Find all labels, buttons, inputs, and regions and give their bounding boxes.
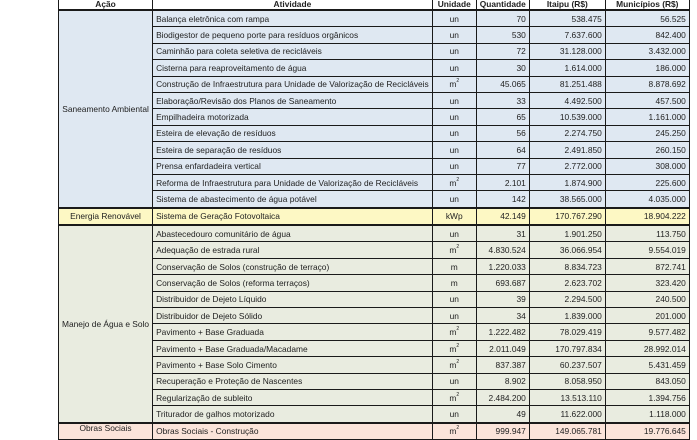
itaipu-value-cell: 149.065.781 <box>529 423 605 440</box>
unit-cell: m <box>432 275 476 291</box>
unit-cell: kWp <box>432 208 476 225</box>
unit-cell: $m^2$ <box>432 357 476 373</box>
unit-cell: un <box>432 191 476 208</box>
itaipu-value-cell: 8.058.950 <box>529 373 605 389</box>
header-row <box>59 0 690 10</box>
unit-cell: $m^2$ <box>432 242 476 258</box>
municipios-value-cell: 4.035.000 <box>605 191 689 208</box>
table-row <box>59 340 690 356</box>
quantity-cell: 1.220.033 <box>476 258 529 274</box>
table-row <box>59 92 690 108</box>
activity-cell: Adequação de estrada rural <box>153 242 433 258</box>
quantity-cell: 33 <box>476 92 529 108</box>
municipios-value-cell: 1.394.756 <box>605 389 689 405</box>
unit-cell: un <box>432 125 476 141</box>
quantity-cell: 56 <box>476 125 529 141</box>
quantity-cell: 72 <box>476 43 529 59</box>
table-row <box>59 275 690 291</box>
activity-cell: Pavimento + Base Solo Cimento <box>153 357 433 373</box>
municipios-value-cell: 201.000 <box>605 308 689 324</box>
table-row <box>59 357 690 373</box>
municipios-value-cell: 842.400 <box>605 27 689 43</box>
quantity-cell: 77 <box>476 158 529 174</box>
municipios-value-cell: 56.525 <box>605 10 689 27</box>
activity-cell: Esteira de elevação de resíduos <box>153 125 433 141</box>
municipios-value-cell: 19.776.645 <box>605 423 689 440</box>
header-quantidade: Quantidade <box>476 0 529 10</box>
municipios-value-cell: 5.431.459 <box>605 357 689 373</box>
table-row <box>59 43 690 59</box>
activity-cell: Elaboração/Revisão dos Planos de Saneamento <box>153 92 433 108</box>
activity-cell: Pavimento + Base Graduada/Macadame <box>153 340 433 356</box>
activity-cell: Empilhadeira motorizada <box>153 109 433 125</box>
municipios-value-cell: 3.432.000 <box>605 43 689 59</box>
table-row <box>59 191 690 208</box>
table-row <box>59 27 690 43</box>
unit-cell: un <box>432 92 476 108</box>
unit-cell: un <box>432 291 476 307</box>
activity-cell: Recuperação e Proteção de Nascentes <box>153 373 433 389</box>
table-row <box>59 208 690 225</box>
header-unidade: Unidade <box>432 0 476 10</box>
itaipu-value-cell: 1.839.000 <box>529 308 605 324</box>
activity-cell: Balança eletrônica com rampa <box>153 10 433 27</box>
municipios-value-cell: 18.904.222 <box>605 208 689 225</box>
activity-cell: Obras Sociais - Construção <box>153 423 433 440</box>
itaipu-value-cell: 11.622.000 <box>529 406 605 423</box>
unit-cell: $m^2$ <box>432 76 476 92</box>
unit-cell: un <box>432 43 476 59</box>
table-row <box>59 242 690 258</box>
quantity-cell: 4.830.524 <box>476 242 529 258</box>
acao-group-cell: Saneamento Ambiental <box>59 10 153 208</box>
itaipu-value-cell: 1.874.900 <box>529 174 605 190</box>
header-atividade: Atividade <box>153 0 433 10</box>
unit-cell: un <box>432 158 476 174</box>
acao-group-cell: Manejo de Água e Solo <box>59 225 153 423</box>
activity-cell: Esteira de separação de resíduos <box>153 142 433 158</box>
unit-cell: $m^2$ <box>432 340 476 356</box>
municipios-value-cell: 245.250 <box>605 125 689 141</box>
activity-cell: Construção de Infraestrutura para Unidade de Valorização de Recicláveis <box>153 76 433 92</box>
quantity-cell: 64 <box>476 142 529 158</box>
quantity-cell: 530 <box>476 27 529 43</box>
acao-group-cell: Obras Sociais <box>59 423 153 440</box>
itaipu-value-cell: 2.294.500 <box>529 291 605 307</box>
activity-cell: Sistema de Geração Fotovoltaica <box>153 208 433 225</box>
itaipu-value-cell: 60.237.507 <box>529 357 605 373</box>
activity-cell: Caminhão para coleta seletiva de recicláveis <box>153 43 433 59</box>
quantity-cell: 837.387 <box>476 357 529 373</box>
quantity-cell: 142 <box>476 191 529 208</box>
table-row <box>59 142 690 158</box>
municipios-value-cell: 8.878.692 <box>605 76 689 92</box>
table-row <box>59 406 690 423</box>
unit-cell: un <box>432 373 476 389</box>
itaipu-value-cell: 10.539.000 <box>529 109 605 125</box>
itaipu-value-cell: 78.029.419 <box>529 324 605 340</box>
municipios-value-cell: 843.050 <box>605 373 689 389</box>
activity-cell: Prensa enfardadeira vertical <box>153 158 433 174</box>
acao-group-cell: Energia Renovável <box>59 208 153 225</box>
quantity-cell: 45.065 <box>476 76 529 92</box>
quantity-cell: 2.101 <box>476 174 529 190</box>
activities-table <box>58 0 690 440</box>
municipios-value-cell: 9.554.019 <box>605 242 689 258</box>
table-row <box>59 60 690 76</box>
activity-cell: Abastecedouro comunitário de água <box>153 225 433 242</box>
activity-cell: Distribuidor de Dejeto Sólido <box>153 308 433 324</box>
quantity-cell: 39 <box>476 291 529 307</box>
itaipu-value-cell: 2.491.850 <box>529 142 605 158</box>
quantity-cell: 65 <box>476 109 529 125</box>
itaipu-value-cell: 31.128.000 <box>529 43 605 59</box>
table-row <box>59 373 690 389</box>
activity-cell: Triturador de galhos motorizado <box>153 406 433 423</box>
itaipu-value-cell: 38.565.000 <box>529 191 605 208</box>
header-acao: Ação <box>59 0 153 10</box>
municipios-value-cell: 1.118.000 <box>605 406 689 423</box>
itaipu-value-cell: 1.614.000 <box>529 60 605 76</box>
itaipu-value-cell: 1.901.250 <box>529 225 605 242</box>
table-row <box>59 10 690 27</box>
quantity-cell: 49 <box>476 406 529 423</box>
table-row <box>59 125 690 141</box>
municipios-value-cell: 323.420 <box>605 275 689 291</box>
table-row <box>59 291 690 307</box>
municipios-value-cell: 1.161.000 <box>605 109 689 125</box>
municipios-value-cell: 9.577.482 <box>605 324 689 340</box>
unit-cell: $m^2$ <box>432 423 476 440</box>
itaipu-value-cell: 170.797.834 <box>529 340 605 356</box>
itaipu-value-cell: 170.767.290 <box>529 208 605 225</box>
unit-cell: un <box>432 225 476 242</box>
unit-cell: un <box>432 109 476 125</box>
municipios-value-cell: 260.150 <box>605 142 689 158</box>
municipios-value-cell: 308.000 <box>605 158 689 174</box>
table-row <box>59 109 690 125</box>
table-row <box>59 174 690 190</box>
unit-cell: un <box>432 142 476 158</box>
header-municipios: Municípios (R$) <box>605 0 689 10</box>
table-row <box>59 389 690 405</box>
activity-cell: Regularização de subleito <box>153 389 433 405</box>
activity-cell: Reforma de Infraestrutura para Unidade de Valorização de Recicláveis <box>153 174 433 190</box>
quantity-cell: 1.222.482 <box>476 324 529 340</box>
unit-cell: un <box>432 308 476 324</box>
itaipu-value-cell: 7.637.600 <box>529 27 605 43</box>
activity-cell: Sistema de abastecimento de água potável <box>153 191 433 208</box>
municipios-value-cell: 28.992.014 <box>605 340 689 356</box>
quantity-cell: 2.484.200 <box>476 389 529 405</box>
municipios-value-cell: 457.500 <box>605 92 689 108</box>
activity-cell: Pavimento + Base Graduada <box>153 324 433 340</box>
table-row <box>59 423 690 440</box>
table-row <box>59 225 690 242</box>
table-row <box>59 76 690 92</box>
unit-cell: m <box>432 258 476 274</box>
activity-cell: Conservação de Solos (reforma terraços) <box>153 275 433 291</box>
itaipu-value-cell: 2.772.000 <box>529 158 605 174</box>
table-row <box>59 324 690 340</box>
itaipu-value-cell: 538.475 <box>529 10 605 27</box>
municipios-value-cell: 240.500 <box>605 291 689 307</box>
unit-cell: un <box>432 60 476 76</box>
municipios-value-cell: 113.750 <box>605 225 689 242</box>
municipios-value-cell: 186.000 <box>605 60 689 76</box>
quantity-cell: 31 <box>476 225 529 242</box>
unit-cell: $m^2$ <box>432 324 476 340</box>
quantity-cell: 693.687 <box>476 275 529 291</box>
header-itaipu: Itaipu (R$) <box>529 0 605 10</box>
unit-cell: $m^2$ <box>432 389 476 405</box>
itaipu-value-cell: 2.623.702 <box>529 275 605 291</box>
municipios-value-cell: 225.600 <box>605 174 689 190</box>
quantity-cell: 2.011.049 <box>476 340 529 356</box>
table-row <box>59 308 690 324</box>
quantity-cell: 30 <box>476 60 529 76</box>
unit-cell: un <box>432 10 476 27</box>
itaipu-value-cell: 81.251.488 <box>529 76 605 92</box>
quantity-cell: 34 <box>476 308 529 324</box>
activity-cell: Biodigestor de pequeno porte para resíduos orgânicos <box>153 27 433 43</box>
unit-cell: $m^2$ <box>432 174 476 190</box>
quantity-cell: 70 <box>476 10 529 27</box>
itaipu-value-cell: 13.513.110 <box>529 389 605 405</box>
itaipu-value-cell: 8.834.723 <box>529 258 605 274</box>
table-row <box>59 258 690 274</box>
table-body <box>59 10 690 440</box>
unit-cell: un <box>432 406 476 423</box>
activity-cell: Distribuidor de Dejeto Líquido <box>153 291 433 307</box>
activity-cell: Conservação de Solos (construção de terraço) <box>153 258 433 274</box>
activity-cell: Cisterna para reaproveitamento de água <box>153 60 433 76</box>
quantity-cell: 42.149 <box>476 208 529 225</box>
itaipu-value-cell: 2.274.750 <box>529 125 605 141</box>
unit-cell: un <box>432 27 476 43</box>
itaipu-value-cell: 4.492.500 <box>529 92 605 108</box>
quantity-cell: 999.947 <box>476 423 529 440</box>
quantity-cell: 8.902 <box>476 373 529 389</box>
municipios-value-cell: 872.741 <box>605 258 689 274</box>
table-row <box>59 158 690 174</box>
itaipu-value-cell: 36.066.954 <box>529 242 605 258</box>
